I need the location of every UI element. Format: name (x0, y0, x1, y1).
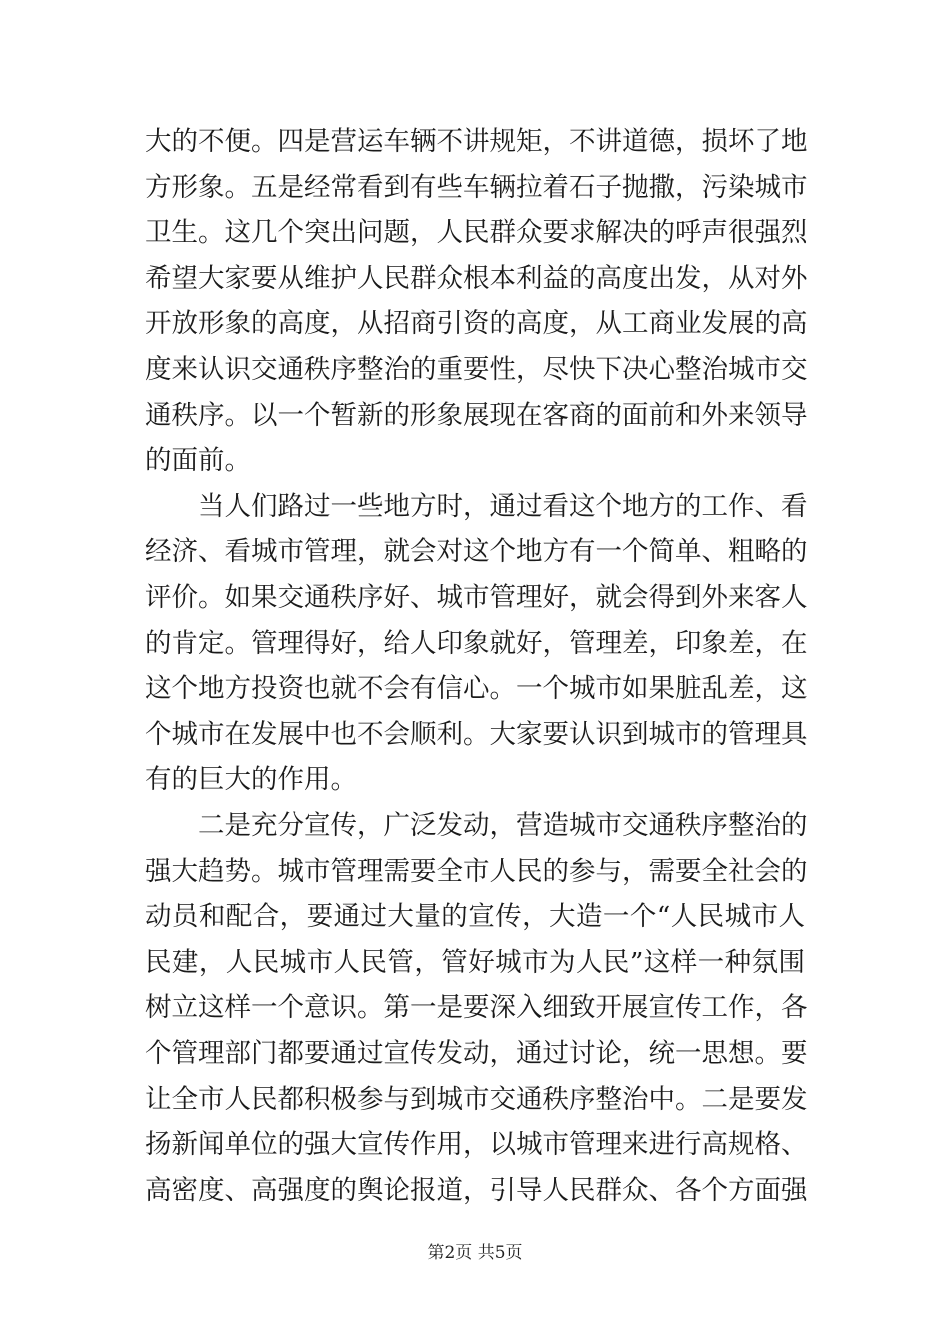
text-line: 强大趋势。城市管理需要全市人民的参与，需要全社会的 (145, 855, 808, 887)
page-number-footer: 第2页 共5页 (427, 1243, 523, 1263)
text-line: 让全市人民都积极参与到城市交通秩序整治中。二是要发 (145, 1083, 808, 1115)
paragraph-first-line: 当人们路过一些地方时，通过看这个地方的工作、看 (198, 490, 808, 522)
text-line: 有的巨大的作用。 (145, 764, 357, 796)
text-line: 经济、看城市管理，就会对这个地方有一个简单、粗略的 (145, 536, 808, 568)
text-line: 个城市在发展中也不会顺利。大家要认识到城市的管理具 (145, 718, 808, 750)
text-line: 希望大家要从维护人民群众根本利益的高度出发，从对外 (145, 262, 808, 294)
text-line: 度来认识交通秩序整治的重要性，尽快下决心整治城市交 (145, 354, 808, 385)
text-line: 通秩序。以一个暂新的形象展现在客商的面前和外来领导 (145, 399, 808, 431)
text-line: 卫生。这几个突出问题，人民群众要求解决的呼声很强烈 (145, 217, 808, 249)
text-line: 民建，人民城市人民管，管好城市为人民”这样一种氛围 (145, 946, 805, 978)
text-line: 方形象。五是经常看到有些车辆拉着石子抛撒，污染城市 (145, 171, 808, 203)
text-line: 的面前。 (145, 445, 251, 477)
text-line: 个管理部门都要通过宣传发动，通过讨论，统一思想。要 (145, 1038, 808, 1069)
text-line: 动员和配合，要通过大量的宣传，大造一个“人民城市人 (145, 901, 805, 933)
text-line: 这个地方投资也就不会有信心。一个城市如果脏乱差，这 (145, 673, 808, 705)
text-line: 高密度、高强度的舆论报道，引导人民群众、各个方面强 (145, 1174, 808, 1206)
text-line: 评价。如果交通秩序好、城市管理好，就会得到外来客人 (145, 582, 808, 613)
text-line: 扬新闻单位的强大宣传作用，以城市管理来进行高规格、 (145, 1129, 808, 1161)
text-line: 的肯定。管理得好，给人印象就好，管理差，印象差，在 (145, 627, 808, 659)
text-line: 树立这样一个意识。第一是要深入细致开展宣传工作，各 (145, 992, 808, 1024)
text-line: 大的不便。四是营运车辆不讲规矩，不讲道德，损坏了地 (145, 126, 808, 157)
paragraph-first-line: 二是充分宣传，广泛发动，营造城市交通秩序整治的 (198, 810, 808, 841)
text-line: 开放形象的高度，从招商引资的高度，从工商业发展的高 (145, 308, 808, 340)
